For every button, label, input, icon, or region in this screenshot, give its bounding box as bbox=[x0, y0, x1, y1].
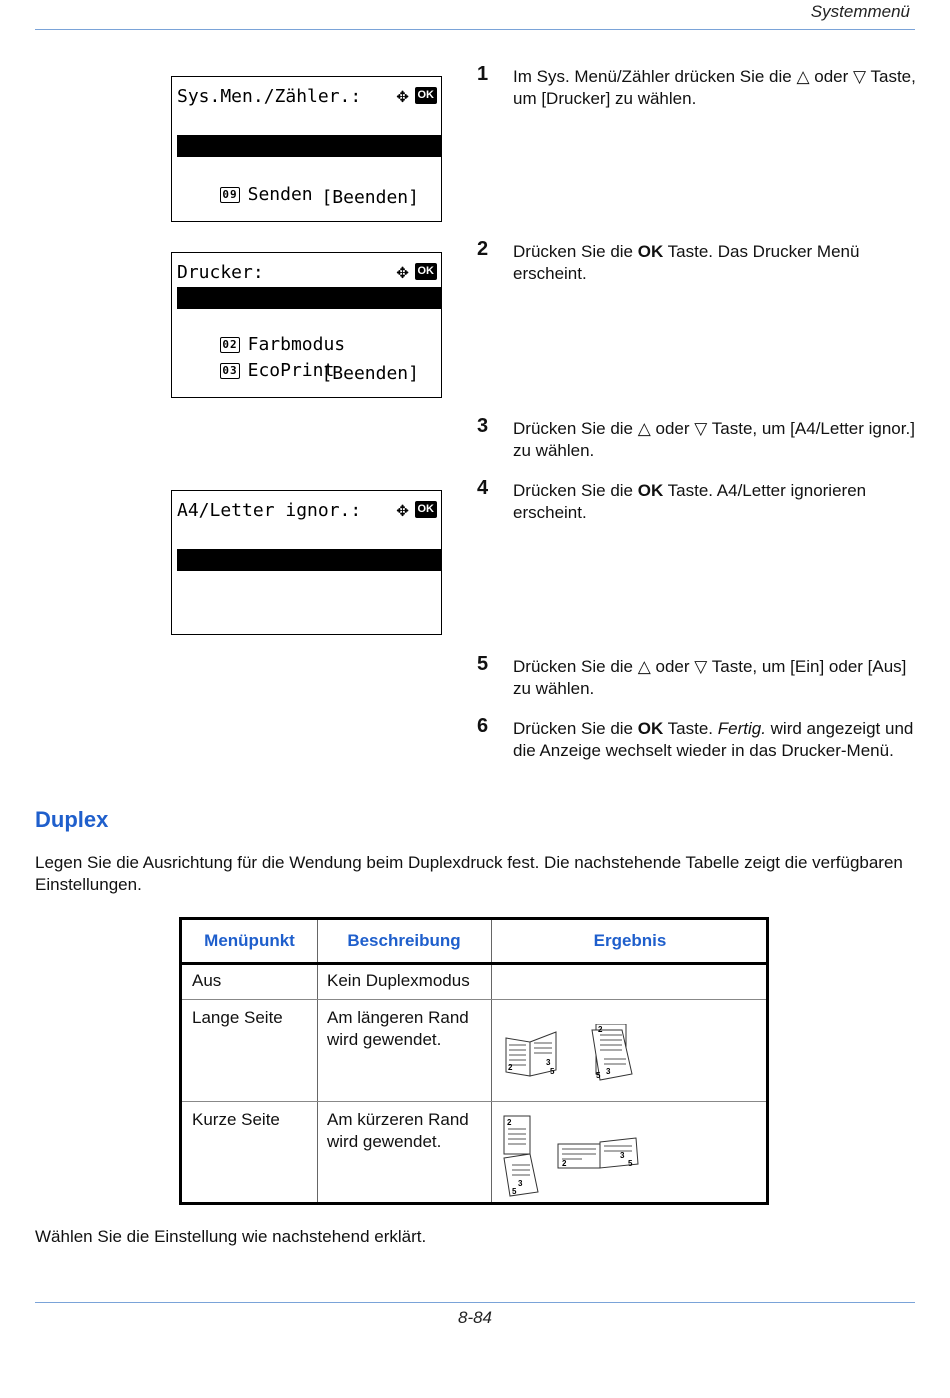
four-way-arrow-icon: ✥ bbox=[396, 83, 409, 107]
svg-text:3: 3 bbox=[546, 1058, 551, 1067]
lcd-title: Sys.Men./Zähler.: bbox=[177, 86, 362, 107]
table-header-beschreibung: Beschreibung bbox=[347, 931, 461, 950]
duplex-table bbox=[179, 917, 769, 1205]
step-6 bbox=[477, 715, 917, 762]
four-way-arrow-icon: ✥ bbox=[396, 259, 409, 283]
table-cell-item: Lange Seite bbox=[192, 1008, 283, 1027]
svg-text:5: 5 bbox=[628, 1159, 633, 1168]
lcd-item-label: Emulation setzen bbox=[247, 309, 421, 330]
section-outro: Wählen Sie die Einstellung wie nachstehend erklärt. bbox=[35, 1227, 427, 1246]
svg-text:2: 2 bbox=[508, 1063, 513, 1072]
item-number-badge: 03 bbox=[222, 364, 238, 377]
section-title: Duplex bbox=[35, 807, 109, 832]
table-cell-item: Kurze Seite bbox=[192, 1110, 280, 1129]
lcd-title: A4/Letter ignor.: bbox=[177, 500, 362, 521]
lcd-item-label: Farbmodus bbox=[247, 334, 346, 355]
step-5 bbox=[477, 653, 917, 700]
lcd-item-label: Senden bbox=[247, 184, 313, 205]
lcd-item-label: Drucker bbox=[247, 157, 324, 178]
step-text: Drücken Sie die △ oder ▽ Taste, um [A4/Letter ignor.] zu wählen. bbox=[513, 419, 915, 460]
table-cell-desc: Kein Duplexmodus bbox=[327, 971, 470, 990]
svg-text:3: 3 bbox=[606, 1067, 611, 1076]
lcd-menu-item-selected bbox=[177, 549, 441, 592]
lcd-menu-item-selected bbox=[177, 287, 441, 330]
svg-text:5: 5 bbox=[550, 1067, 555, 1076]
short-edge-duplex-icon bbox=[500, 1114, 650, 1198]
svg-text:5: 5 bbox=[512, 1187, 517, 1196]
step-text: Drücken Sie die OK Taste. Fertig. wird angezeigt und die Anzeige wechselt wieder in das Drucker-Menü. bbox=[513, 719, 914, 760]
step-number: 3 bbox=[477, 415, 489, 437]
svg-text:3: 3 bbox=[518, 1179, 523, 1188]
step-text: Im Sys. Menü/Zähler drücken Sie die △ oder ▽ Taste, um [Drucker] zu wählen. bbox=[513, 67, 916, 108]
table-header-ergebnis: Ergebnis bbox=[593, 931, 667, 950]
step-4 bbox=[477, 477, 917, 524]
lcd-title: Drucker: bbox=[177, 262, 264, 283]
table-cell-desc: Am längeren Rand wird gewendet. bbox=[327, 1008, 469, 1049]
ok-key-icon: OK bbox=[415, 263, 438, 280]
lcd-item-label: EcoPrint bbox=[247, 360, 335, 381]
header-title: Systemmenü bbox=[810, 2, 910, 21]
table-header-menupunkt: Menüpunkt bbox=[204, 931, 295, 950]
svg-text:5: 5 bbox=[596, 1071, 601, 1080]
ok-key-icon: OK bbox=[415, 87, 438, 104]
lcd-panel-a4-letter bbox=[171, 490, 442, 635]
step-1 bbox=[477, 63, 917, 110]
lcd-item-label: *Ein bbox=[239, 571, 283, 592]
table-cell-item: Aus bbox=[192, 971, 222, 990]
lcd-end-option: [Beenden] bbox=[321, 187, 419, 208]
svg-text:3: 3 bbox=[620, 1151, 625, 1160]
item-number-badge: 01 bbox=[222, 313, 238, 326]
svg-text:2: 2 bbox=[507, 1118, 512, 1127]
item-number-badge: 02 bbox=[222, 575, 238, 588]
table-cell-desc: Am kürzeren Rand wird gewendet. bbox=[327, 1110, 469, 1151]
step-3 bbox=[477, 415, 917, 462]
step-2 bbox=[477, 238, 917, 285]
step-number: 1 bbox=[477, 63, 489, 85]
svg-text:2: 2 bbox=[562, 1159, 567, 1168]
step-number: 5 bbox=[477, 653, 489, 675]
lcd-nav-icons bbox=[396, 261, 437, 281]
lcd-nav-icons bbox=[396, 499, 437, 519]
lcd-menu-item bbox=[177, 111, 441, 133]
footer-rule bbox=[35, 1302, 915, 1303]
step-text: Drücken Sie die △ oder ▽ Taste, um [Ein] oder [Aus] zu wählen. bbox=[513, 657, 907, 698]
four-way-arrow-icon: ✥ bbox=[396, 497, 409, 521]
section-intro: Legen Sie die Ausrichtung für die Wendung beim Duplexdruck fest. Die nachstehende Tabelle zeigt die verfügbaren Einstellungen. bbox=[35, 853, 903, 894]
ok-key-icon: OK bbox=[415, 501, 438, 518]
lcd-nav-icons bbox=[396, 85, 437, 105]
lcd-end-option: [Beenden] bbox=[321, 363, 419, 384]
step-text: Drücken Sie die OK Taste. Das Drucker Menü erscheint. bbox=[513, 242, 860, 283]
item-number-badge: 02 bbox=[222, 338, 238, 351]
lcd-panel-drucker bbox=[171, 252, 442, 398]
svg-text:2: 2 bbox=[598, 1025, 603, 1034]
lcd-menu-item bbox=[177, 525, 441, 547]
item-number-badge: 09 bbox=[222, 188, 238, 201]
lcd-panel-sysmenu bbox=[171, 76, 442, 222]
lcd-menu-item bbox=[177, 312, 441, 355]
lcd-menu-item-selected bbox=[177, 135, 441, 178]
step-number: 6 bbox=[477, 715, 489, 737]
step-text: Drücken Sie die OK Taste. A4/Letter ignorieren erscheint. bbox=[513, 481, 867, 522]
step-number: 2 bbox=[477, 238, 489, 260]
item-number-badge: 08 bbox=[222, 161, 238, 174]
page-number: 8-84 bbox=[457, 1308, 493, 1327]
step-number: 4 bbox=[477, 477, 489, 499]
long-edge-duplex-icon bbox=[500, 1024, 650, 1084]
header-rule bbox=[35, 29, 915, 30]
